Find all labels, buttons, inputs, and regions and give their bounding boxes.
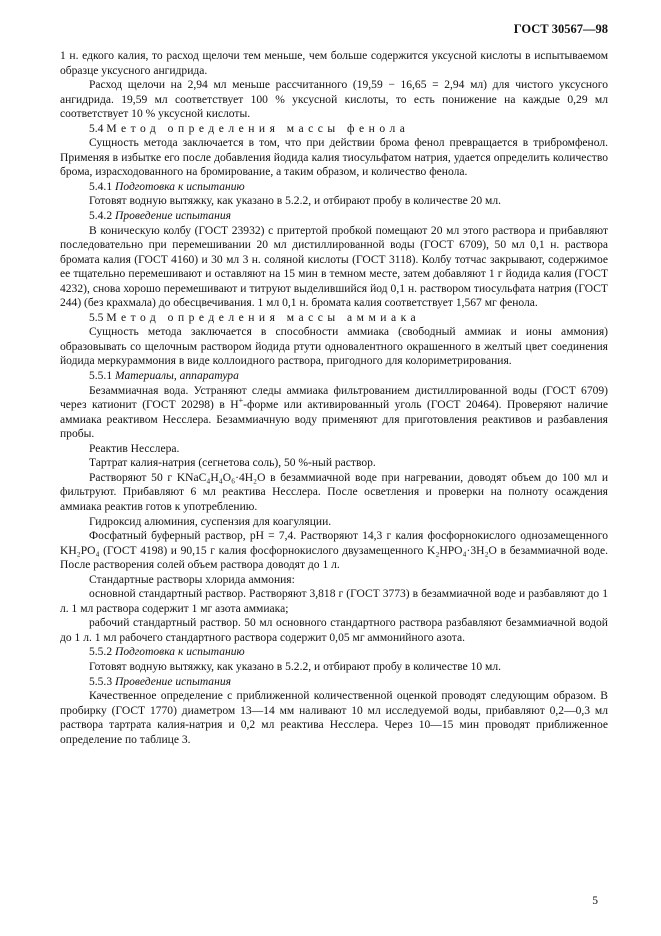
subsection-number: 5.5.3 [89,675,113,688]
paragraph: Фосфатный буферный раствор, pH = 7,4. Растворяют 14,3 г калия фосфорнокислого однозамещенного KH₂PO₄ (ГОСТ 4198) и 90,15 г калия фосфорнокислого двузамещенного K₂HPO₄·3H₂O в безаммиачной воде. После растворения солей объем раствора доводят до 1 л. [60,530,608,572]
paragraph: рабочий стандартный раствор. 50 мл основного стандартного раствора разбавляют безаммиачной водой до 1 л. 1 мл рабочего стандартного раствора содержит 0,05 мг аммонийного азота. [60,617,608,644]
section-number: 5.5 [89,311,104,324]
section-title: Метод определения массы фенола [106,122,410,135]
paragraph: Тартрат калия-натрия (сегнетова соль), 50 %-ный раствор. [89,457,376,470]
paragraph: Гидроксид алюминия, суспензия для коагуляции. [89,515,332,528]
document-code-header: ГОСТ 30567—98 [513,22,608,36]
subsection-heading-5-4-2 [60,209,608,224]
paragraph: Расход щелочи на 2,94 мл меньше рассчитанного (19,59 − 16,65 = 2,94 мл) для чистого уксусного ангидрида. 19,59 мл соответствует 100 % уксусной кислоты, то есть понижение на каждые 0,29 мл соответствует 10 % уксусной кислоты. [60,79,608,121]
subsection-number: 5.5.2 [89,646,113,659]
subsection-number: 5.4.1 [89,180,113,193]
section-heading-5-4 [60,122,608,137]
page-body [60,49,608,747]
subsection-title: Подготовка к испытанию [114,180,245,193]
paragraph: Готовят водную вытяжку, как указано в 5.2.2, и отбирают пробу в количестве 10 мл. [89,660,502,673]
page-number: 5 [592,895,598,907]
text-run: Безаммиачная вода. Устраняют следы аммиака фильтрованием дистиллированной воды (ГОСТ 6709) через катионит (ГОСТ 20298) в H [60,384,608,412]
paragraph: В коническую колбу (ГОСТ 23932) с притертой пробкой помещают 20 мл этого раствора и прибавляют последовательно при перемешивании 20 мл дистиллированной воды (ГОСТ 6709), 50 мл 0,1 н. раствора бромата калия (ГОСТ 4160) и 30 мл 3 н. соляной кислоты (ГОСТ 3118). Колбу тотчас закрывают, содержимое ее тщательно перемешивают и оставляют на 15 мин в темном месте, затем добавляют 1 г йодида калия (ГОСТ 4232), снова хорошо перемешивают и титруют выделившийся йод 0,1 н. раствором тиосульфата натрия (ГОСТ 244) (без крахмала) до обесцвечивания. 1 мл 0,1 н. бромата калия соответствует 1,567 мг фенола. [60,224,608,310]
paragraph: Качественное определение с приближенной количественной оценкой проводят следующим образом. В пробирку (ГОСТ 1770) диаметром 13—14 мм наливают 10 мл исследуемой воды, прибавляют 0,2—0,3 мл раствора тартрата калия-натрия и 0,2 мл реактива Несслера. Через 10—15 мин проводят приближенное определение по таблице 3. [60,690,608,746]
section-heading-5-5 [60,311,608,326]
subsection-number: 5.5.1 [89,370,113,383]
paragraph: Стандартные растворы хлорида аммония: [89,573,295,586]
subsection-number: 5.4.2 [89,210,113,223]
paragraph: Реактив Несслера. [89,442,180,455]
subsection-title: Проведение испытания [114,210,231,223]
subsection-title: Проведение испытания [114,675,231,688]
paragraph [60,384,608,442]
subsection-title: Подготовка к испытанию [114,646,245,659]
paragraph: основной стандартный раствор. Растворяют 3,818 г (ГОСТ 3773) в безаммиачной воде и разбавляют до 1 л. 1 мл раствора содержит 1 мг азота аммиака; [60,588,608,615]
paragraph: Сущность метода заключается в том, что при действии брома фенол превращается в трибромфенол. Применяя в избытке его после добавления йодида калия тиосульфатом натрия, удается определить количество брома, израсходованного на бромирование, а таким образом, и количество фенола. [60,137,608,179]
superscript: + [238,396,244,406]
text-run: -форме или активированный уголь (ГОСТ 20464). Проверяют наличие аммиака реактивом Несслера. Безаммиачную воду применяют для приготовления реактивов и разбавления пробы. [60,399,608,441]
subsection-heading-5-5-1 [60,369,608,384]
subsection-heading-5-5-3 [60,675,608,690]
paragraph: Готовят водную вытяжку, как указано в 5.2.2, и отбирают пробу в количестве 20 мл. [89,195,502,208]
paragraph: 1 н. едкого калия, то расход щелочи тем меньше, чем больше содержится уксусной кислоты в испытываемом образце уксусного ангидрида. [60,50,608,77]
section-title: Метод определения массы аммиака [106,311,421,324]
paragraph: Растворяют 50 г KNaC₄H₄O₆·4H₂O в безаммиачной воде при нагревании, доводят объем до 100 мл и фильтруют. Прибавляют 6 мл реактива Несслера. После осветления и проверки на полноту осаждения аммиака реактив готов к употреблению. [60,471,608,513]
section-number: 5.4 [89,122,104,135]
subsection-title: Материалы, аппаратура [114,370,239,383]
subsection-heading-5-4-1 [60,180,608,195]
subsection-heading-5-5-2 [60,645,608,660]
paragraph: Сущность метода заключается в способности аммиака (свободный аммиак и ионы аммония) образовывать со щелочным раствором йодида ртути одновалентного окрашенного в желтый цвет соединения йодида меркураммония в виде коллоидного раствора, пригодного для колориметрирования. [60,326,608,368]
